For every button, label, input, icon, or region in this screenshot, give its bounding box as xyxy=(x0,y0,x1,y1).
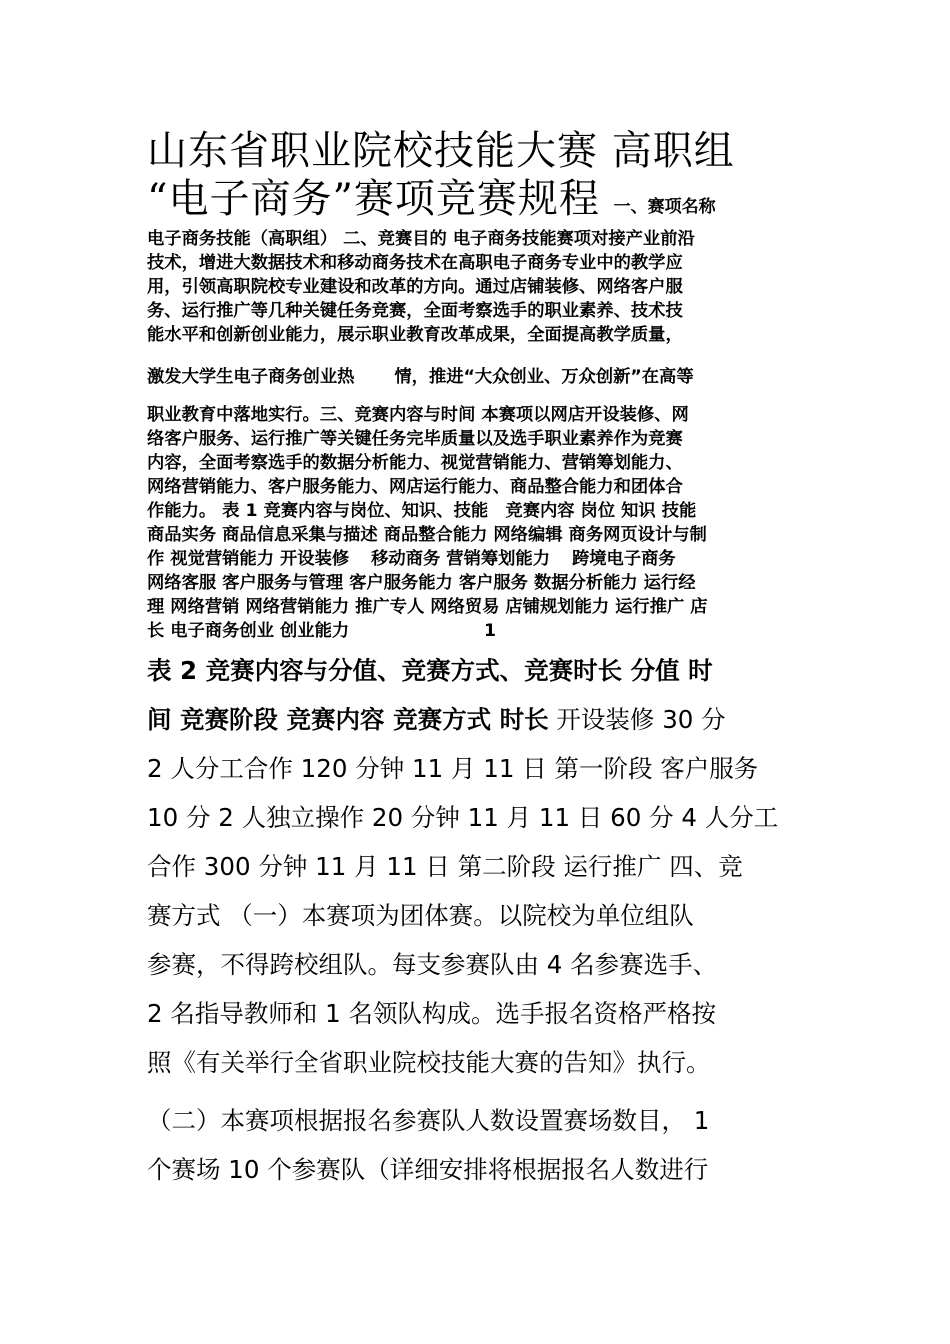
para-fragment: 跨境电子商务 xyxy=(571,549,676,569)
para-fragment: 移动商务 营销筹划能力 xyxy=(371,549,550,569)
body-line: 赛方式 （一）本赛项为团体赛。以院校为单位组队 xyxy=(147,901,694,930)
title-line-2 xyxy=(147,176,807,230)
para-line: 商品实务 商品信息采集与描述 商品整合能力 网络编辑 商务网页设计与制 xyxy=(147,525,707,545)
para-line: 内容，全面考察选手的数据分析能力、视觉营销能力、营销筹划能力、 xyxy=(147,453,683,473)
para-fragment: 长 电子商务创业 创业能力 xyxy=(147,621,350,641)
para-line: 作能力。 表 1 竞赛内容与岗位、知识、技能 竞赛内容 岗位 知识 技能 xyxy=(147,501,697,521)
para-line: 电子商务技能（高职组） 二、竞赛目的 电子商务技能赛项对接产业前沿 xyxy=(147,229,695,249)
table2-header: 间 竞赛阶段 竞赛内容 竞赛方式 时长 xyxy=(147,705,549,734)
body-line: 10 分 2 人独立操作 20 分钟 11 月 11 日 60 分 4 人分工 xyxy=(147,803,779,832)
title-line-1 xyxy=(147,128,807,174)
body-line: 2 名指导教师和 1 名领队构成。选手报名资格严格按 xyxy=(147,999,717,1028)
para-line: 网络客服 客户服务与管理 客户服务能力 客户服务 数据分析能力 运行经 xyxy=(147,573,696,593)
para-line: 理 网络营销 网络营销能力 推广专人 网络贸易 店铺规划能力 运行推广 店 xyxy=(147,597,708,617)
body-line: 照《有关举行全省职业院校技能大赛的告知》执行。 xyxy=(147,1048,711,1077)
para-line: 职业教育中落地实行。三、竞赛内容与时间 本赛项以网店开设装修、网 xyxy=(147,405,689,425)
table2-line-1 xyxy=(147,656,807,686)
para-line: 网络营销能力、客户服务能力、网店运行能力、商品整合能力和团体合 xyxy=(147,477,683,497)
para-line: 务、运行推广等几种关键任务竞赛，全面考察选手的职业素养、技术技 xyxy=(147,301,683,321)
para-line: 络客户服务、运行推广等关键任务完毕质量以及选手职业素养作为竞赛 xyxy=(147,429,683,449)
doc-title-1: 山东省职业院校技能大赛 高职组 xyxy=(147,128,735,174)
body-line: 个赛场 10 个参赛队（详细安排将根据报名人数进行 xyxy=(147,1155,709,1184)
para-fragment: 激发大学生电子商务创业热 xyxy=(147,367,355,387)
para-line: 用，引领高职院校专业建设和改革的方向。通过店铺装修、网络客户服 xyxy=(147,277,683,297)
para-line-split xyxy=(147,366,807,388)
para-line: 能水平和创新创业能力，展示职业教育改革成果，全面提高教学质量， xyxy=(147,325,683,345)
table2-line-2 xyxy=(147,705,807,735)
table2-caption: 表 2 竞赛内容与分值、竞赛方式、竞赛时长 分值 时 xyxy=(147,656,713,685)
para-fragment: 情，推进“大众创业、万众创新”在高等 xyxy=(394,367,694,387)
table2-text: 开设装修 30 分 xyxy=(548,705,726,734)
para-fragment: 作 视觉营销能力 开设装修 xyxy=(147,549,350,569)
para-line: 技术，增进大数据技术和移动商务技术在高职电子商务专业中的教学应 xyxy=(147,253,683,273)
doc-title-2: “电子商务”赛项竞赛规程 xyxy=(147,176,600,222)
body-line: 参赛，不得跨校组队。每支参赛队由 4 名参赛选手、 xyxy=(147,950,718,979)
para-line-split xyxy=(147,548,807,570)
page-number: 1 xyxy=(484,621,497,641)
body-line: （二）本赛项根据报名参赛队人数设置赛场数目， 1 xyxy=(147,1106,710,1135)
para-line-last xyxy=(147,620,807,642)
section-heading-1: 一、赛项名称 xyxy=(613,197,716,217)
body-line: 2 人分工合作 120 分钟 11 月 11 日 第一阶段 客户服务 xyxy=(147,754,759,783)
body-line: 合作 300 分钟 11 月 11 日 第二阶段 运行推广 四、竞 xyxy=(147,852,743,881)
